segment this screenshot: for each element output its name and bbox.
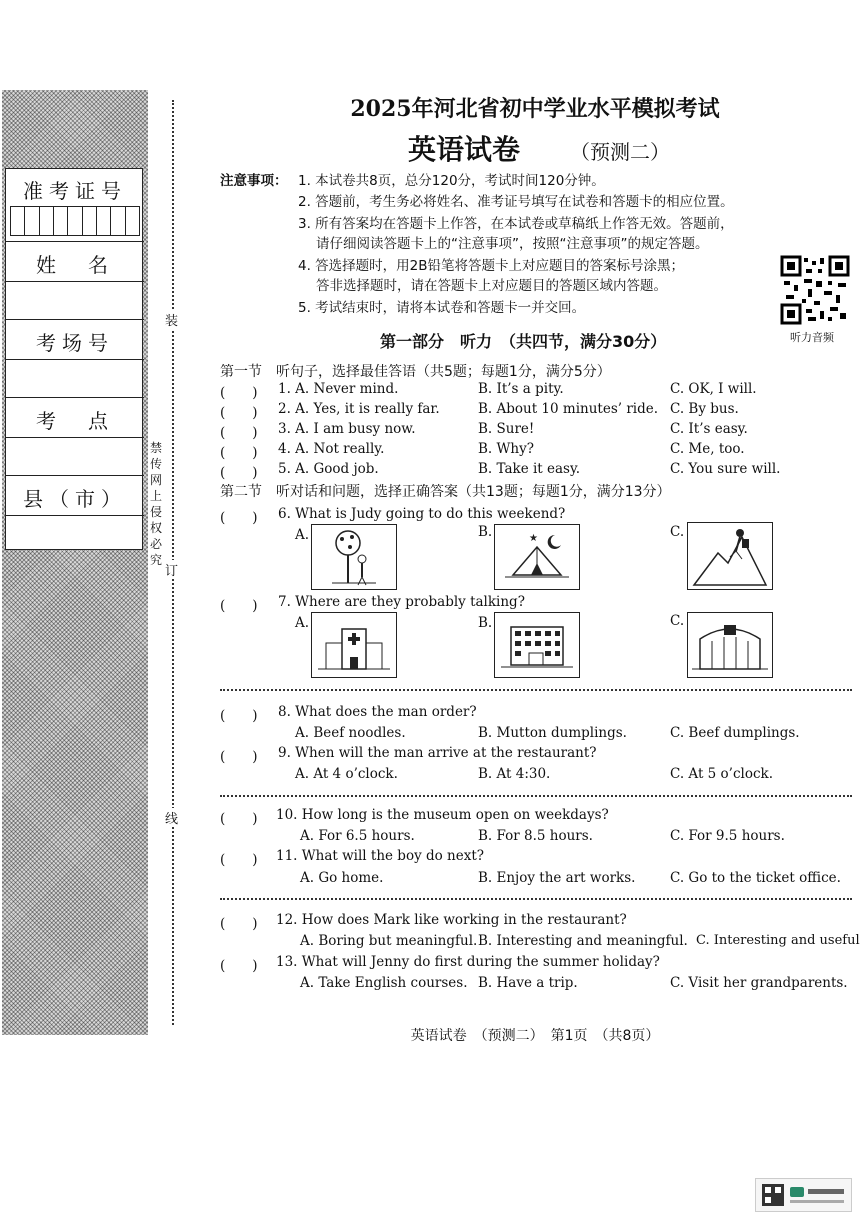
tree-planting-picture-icon[interactable] <box>311 524 397 590</box>
answer-bracket[interactable]: ( ) <box>220 958 258 974</box>
q10-option-b: B. For 8.5 hours. <box>478 828 593 844</box>
q9-text: 9. When will the man arrive at the restaurant? <box>278 745 597 761</box>
q5-option-a: 5. A. Good job. <box>278 461 379 477</box>
notice-item: 3. 所有答案均在答题卡上作答，在本试卷或草稿纸上作答无效。答题前， <box>298 216 734 232</box>
q8-option-b: B. Mutton dumplings. <box>478 725 627 741</box>
binding-mark-zhuang: 装 <box>165 310 178 329</box>
scanner-watermark-icon <box>755 1178 852 1212</box>
q10-option-a: A. For 6.5 hours. <box>300 828 415 844</box>
exam-subject: 英语试卷 <box>408 133 521 166</box>
q4-option-a: 4. A. Not really. <box>278 441 385 457</box>
answer-bracket[interactable]: ( ) <box>220 510 258 526</box>
answer-bracket[interactable]: ( ) <box>220 425 258 441</box>
exam-number-grid[interactable] <box>10 206 140 236</box>
answer-bracket[interactable]: ( ) <box>220 465 258 481</box>
q4-option-c: C. Me, too. <box>670 441 745 457</box>
answer-bracket[interactable]: ( ) <box>220 405 258 421</box>
exam-title: 2025年河北省初中学业水平模拟考试 <box>350 96 720 122</box>
q6-label-c: C. <box>670 524 685 540</box>
section1-title: 第一节 听句子，选择最佳答语（共5题；每题1分，满分5分） <box>220 364 611 380</box>
q11-option-a: A. Go home. <box>300 870 384 886</box>
field-exam-number: 准考证号 <box>23 179 127 203</box>
exam-edition: （预测二） <box>570 140 670 164</box>
binding-mark-xian: 线 <box>165 808 178 827</box>
notice-item: 答非选择题时，请在答题卡上对应题目的答题区域内答题。 <box>316 278 667 294</box>
field-exam-room: 考场号 <box>36 331 114 355</box>
answer-bracket[interactable]: ( ) <box>220 598 258 614</box>
notice-item: 1. 本试卷共8页，总分120分，考试时间120分钟。 <box>298 173 605 189</box>
q13-option-b: B. Have a trip. <box>478 975 578 991</box>
q12-text: 12. How does Mark like working in the restaurant? <box>276 912 627 928</box>
answer-bracket[interactable]: ( ) <box>220 445 258 461</box>
q6-label-b: B. <box>478 524 493 540</box>
q1-option-a: 1. A. Never mind. <box>278 381 399 397</box>
q13-option-c: C. Visit her grandparents. <box>670 975 848 991</box>
copyright-warning: 禁传网上 侵权必究 <box>150 441 163 567</box>
q7-label-c: C. <box>670 613 685 629</box>
notice-item: 请仔细阅读答题卡上的“注意事项”，按照“注意事项”的规定答题。 <box>316 236 709 252</box>
section-divider <box>220 795 852 797</box>
section2-title: 第二节 听对话和问题，选择正确答案（共13题；每题1分，满分13分） <box>220 484 671 500</box>
notice-item: 4. 答选择题时，用2B铅笔将答题卡上对应题目的答案标号涂黑； <box>298 258 685 274</box>
q5-option-b: B. Take it easy. <box>478 461 581 477</box>
field-exam-site: 考 点 <box>36 409 114 433</box>
q4-option-b: B. Why? <box>478 441 534 457</box>
q10-option-c: C. For 9.5 hours. <box>670 828 785 844</box>
q13-option-a: A. Take English courses. <box>300 975 468 991</box>
camping-tent-picture-icon[interactable] <box>494 524 580 590</box>
q11-text: 11. What will the boy do next? <box>276 848 485 864</box>
q6-text: 6. What is Judy going to do this weekend? <box>278 506 566 522</box>
answer-bracket[interactable]: ( ) <box>220 385 258 401</box>
qr-code-icon[interactable] <box>780 255 850 325</box>
q8-text: 8. What does the man order? <box>278 704 477 720</box>
answer-bracket[interactable]: ( ) <box>220 811 258 827</box>
qr-caption: 听力音频 <box>790 331 834 344</box>
q12-option-a: A. Boring but meaningful. <box>300 933 478 949</box>
section-divider <box>220 898 852 900</box>
q2-option-a: 2. A. Yes, it is really far. <box>278 401 440 417</box>
answer-bracket[interactable]: ( ) <box>220 749 258 765</box>
q9-option-b: B. At 4:30. <box>478 766 551 782</box>
q11-option-b: B. Enjoy the art works. <box>478 870 636 886</box>
q5-option-c: C. You sure will. <box>670 461 781 477</box>
field-county: 县（市） <box>23 487 127 511</box>
q9-option-a: A. At 4 o’clock. <box>295 766 398 782</box>
mountain-climbing-picture-icon[interactable] <box>687 522 773 590</box>
q3-option-b: B. Sure! <box>478 421 535 437</box>
page-footer: 英语试卷 （预测二） 第1页 （共8页） <box>410 1028 660 1044</box>
q11-option-c: C. Go to the ticket office. <box>670 870 841 886</box>
hospital-building-picture-icon[interactable] <box>311 612 397 678</box>
q8-option-c: C. Beef dumplings. <box>670 725 800 741</box>
q7-label-b: B. <box>478 615 493 631</box>
binding-mark-ding: 订 <box>165 560 178 579</box>
q13-text: 13. What will Jenny do first during the summer holiday? <box>276 954 660 970</box>
candidate-info-box <box>5 168 143 550</box>
q3-option-c: C. It’s easy. <box>670 421 748 437</box>
hotel-building-picture-icon[interactable] <box>494 612 580 678</box>
q12-option-b: B. Interesting and meaningful. <box>478 933 688 949</box>
notice-label: 注意事项： <box>220 173 288 189</box>
q2-option-c: C. By bus. <box>670 401 739 417</box>
q12-option-c: C. Interesting and useful <box>696 933 860 948</box>
q7-text: 7. Where are they probably talking? <box>278 594 525 610</box>
svg-text:★: ★ <box>529 533 538 544</box>
shopping-mall-picture-icon[interactable] <box>687 612 773 678</box>
field-name: 姓 名 <box>36 253 114 277</box>
answer-bracket[interactable]: ( ) <box>220 916 258 932</box>
part1-title: 第一部分 听力 （共四节，满分30分） <box>380 332 667 351</box>
answer-bracket[interactable]: ( ) <box>220 852 258 868</box>
notice-item: 5. 考试结束时，请将本试卷和答题卡一并交回。 <box>298 300 586 316</box>
q7-label-a: A. <box>295 615 310 631</box>
q10-text: 10. How long is the museum open on weekdays? <box>276 807 609 823</box>
q6-label-a: A. <box>295 527 310 543</box>
answer-bracket[interactable]: ( ) <box>220 708 258 724</box>
section-divider <box>220 689 852 691</box>
q1-option-b: B. It’s a pity. <box>478 381 564 397</box>
q2-option-b: B. About 10 minutes’ ride. <box>478 401 659 417</box>
q3-option-a: 3. A. I am busy now. <box>278 421 416 437</box>
q1-option-c: C. OK, I will. <box>670 381 757 397</box>
q9-option-c: C. At 5 o’clock. <box>670 766 773 782</box>
q8-option-a: A. Beef noodles. <box>295 725 406 741</box>
notice-item: 2. 答题前，考生务必将姓名、准考证号填写在试卷和答题卡的相应位置。 <box>298 194 734 210</box>
